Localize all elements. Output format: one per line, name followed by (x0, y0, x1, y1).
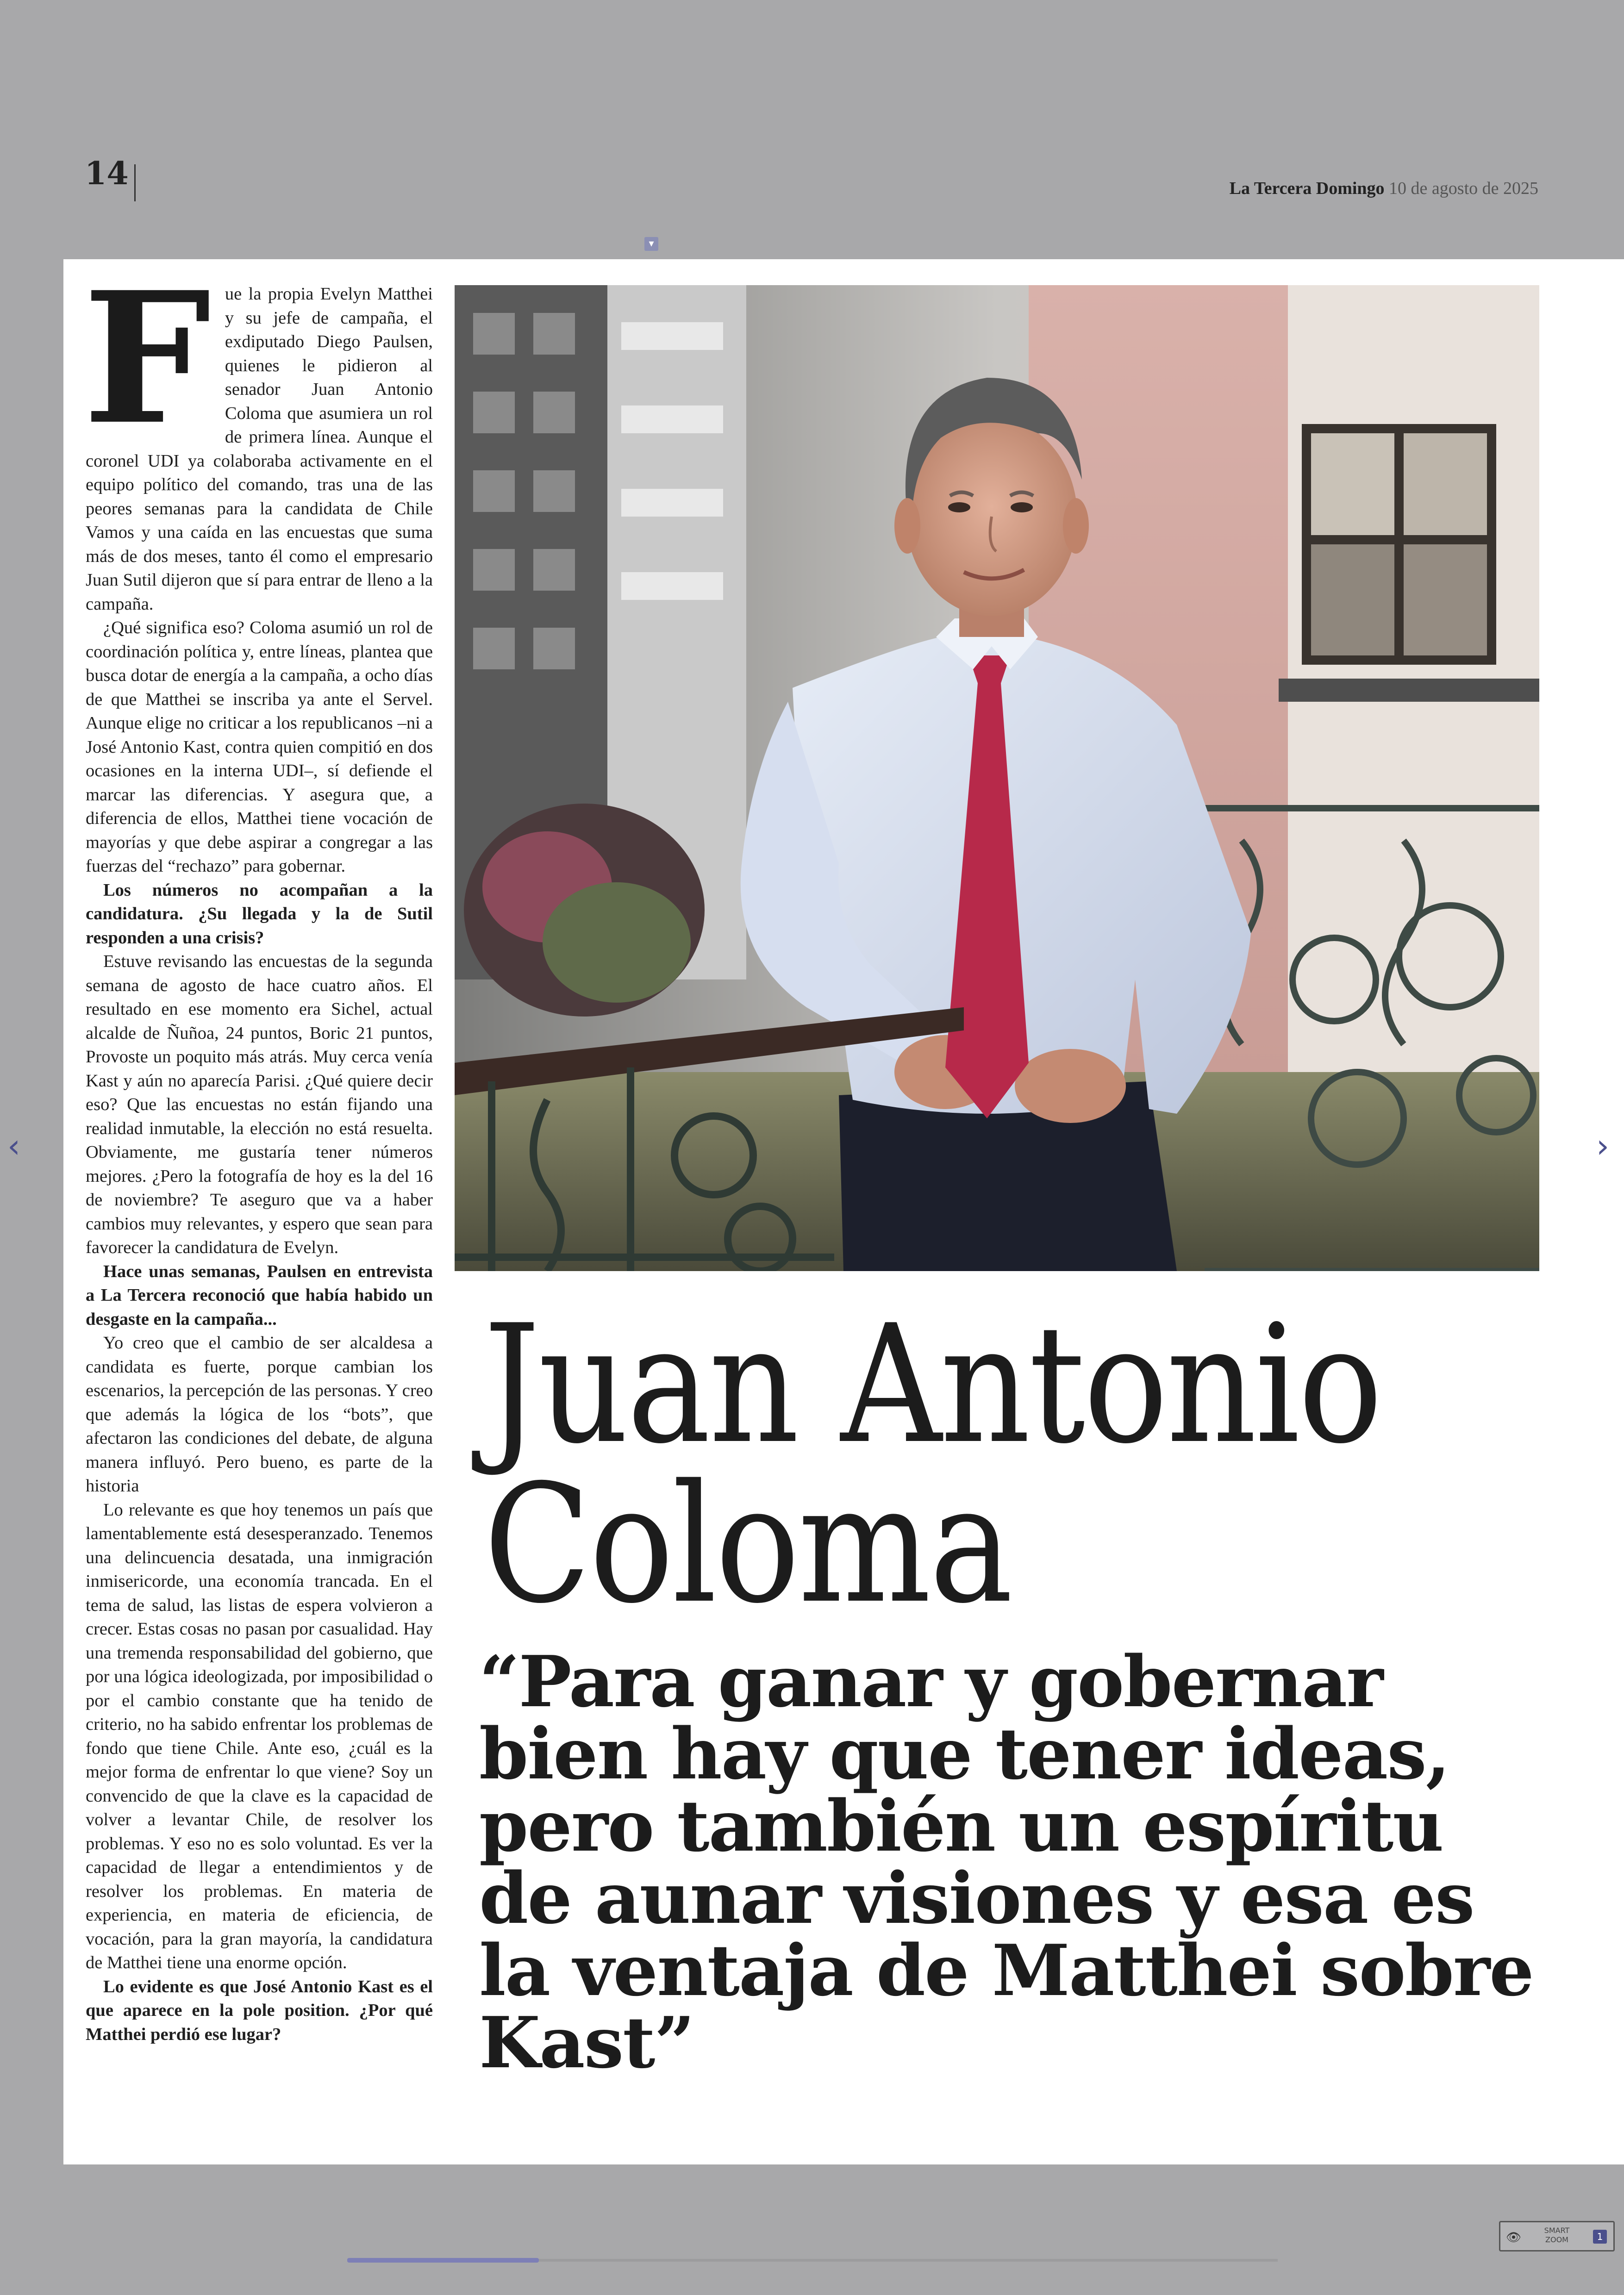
smart-zoom-label-line: SMART (1544, 2226, 1570, 2235)
page-number-divider (134, 164, 136, 201)
article-paragraph: Estuve revisando las encuestas de la segunda semana de agosto de hace cuatro años. El resultado en ese momento era Sichel, actual alcalde de Ñuñoa, 24 puntos, Boric 21 puntos, Provoste un poquito más atrás. Muy cerca venía Kast y aún no aparecía Parisi. ¿Qué quiere decir eso? Que las encuestas no están fijando una realidad inmutable, la elección no está resuelta. Obviamente, me gustaría tener números mejores. ¿Pero la fotografía de hoy es la del 16 de noviembre? Te aseguro que va a haber cambios muy relevantes, y espero que sean para favorecer la candidatura de Evelyn. (86, 952, 433, 1257)
chevron-left-icon[interactable]: ‹ (7, 1127, 20, 1165)
pull-quote: “Para ganar y gobernar bien hay que tener ideas, pero también un espíritu de aunar visiones y esa es la ventaja de Matthei sobre Kast” (479, 1640, 1533, 2084)
eye-icon: 👁 (1506, 2231, 1522, 2245)
page-progress-fill[interactable] (347, 2258, 539, 2263)
headline-line: Juan Antonio (484, 1290, 1381, 1480)
chevron-right-icon[interactable]: › (1596, 1127, 1609, 1165)
page-header (1230, 178, 1538, 199)
article-paragraph: Yo creo que el cambio de ser alcaldesa a candidata es fuerte, porque cambian los escenarios, la percepción de las personas. Y creo que además la lógica de los “bots”, que afectaron las condiciones del debate, de alguna manera influyó. Pero bueno, es parte de la historia (86, 1333, 433, 1496)
article-paragraph: ¿Qué significa eso? Coloma asumió un rol de coordinación política y, entre líneas, plantea que busca dotar de energía a la campaña, a ocho días de que Matthei se inscriba ya ante el Servel. Aunque elige no criticar a los republicanos –ni a José Antonio Kast, contra quien compitió en dos ocasiones en la interna UDI–, sí defiende el marcar las diferencias. Y asegura que, a diferencia de ellos, Matthei tiene vocación de mayorías y que debe aspirar a congregar a las fuerzas del “rechazo” para gobernar. (86, 618, 433, 876)
portrait-photo (455, 285, 1539, 1271)
article-body (83, 252, 433, 2046)
article-paragraph: ue la propia Evelyn Matthei y su jefe de campaña, el exdiputado Diego Paulsen, quienes le pidieron al senador Juan Antonio Coloma que asumiera un rol de primera línea. Aunque el coronel UDI ya colaboraba activamente en el equipo político del comando, tras una de las peores semanas para la candidata de Chile Vamos y una caída en las encuestas que suma más de dos meses, tanto él como el empresario Juan Sutil dijeron que sí para entrar de lleno a la campaña. (86, 284, 433, 614)
headline (484, 1290, 1399, 1640)
publication-name: La Tercera Domingo (1229, 179, 1385, 198)
headline-line: Coloma (484, 1450, 1012, 1640)
page-marker-icon[interactable]: ▾ (644, 237, 658, 251)
drop-cap: F (83, 252, 211, 464)
publication-date: 10 de agosto de 2025 (1389, 179, 1538, 198)
smart-zoom-label-line: ZOOM (1545, 2235, 1568, 2244)
interview-question: Los números no acompañan a la candidatura. ¿Su llegada y la de Sutil responden a una crisis? (86, 880, 433, 948)
smart-zoom-badge: 1 (1593, 2230, 1607, 2244)
interview-question: Hace unas semanas, Paulsen en entrevista a La Tercera reconoció que había habido un desgaste en la campaña... (86, 1261, 433, 1329)
smart-zoom-button[interactable] (1499, 2221, 1615, 2251)
interview-question: Lo evidente es que José Antonio Kast es el que aparece en la pole position. ¿Por qué Matthei perdió ese lugar? (86, 1977, 433, 2044)
article-paragraph: Lo relevante es que hoy tenemos un país que lamentablemente está desesperanzado. Tenemos una delincuencia desatada, una inmigración inmisericorde, una economía trancada. En el tema de salud, las listas de espera volvieron a crecer. Estas cosas no pasan por casualidad. Hay una tremenda responsabilidad del gobierno, que por una lógica ideologizada, por imposibilidad o por el cambio constante que ha tenido de criterio, no ha sabido enfrentar los problemas de fondo que tiene Chile. Ante eso, ¿cuál es la mejor forma de enfrentar lo que viene? Soy un convencido de que la clave es la capacidad de volver a levantar Chile, de resolver los problemas. Y eso no es solo voluntad. Es ver la capacidad de llegar a entendimientos y de resolver los problemas. En materia de experiencia, en materia de eficiencia, de vocación, para la gran mayoría, la candidatura de Matthei tiene una enorme opción. (86, 1500, 433, 1972)
smart-zoom-label (1534, 2226, 1580, 2245)
page-number: 14 (85, 155, 129, 192)
